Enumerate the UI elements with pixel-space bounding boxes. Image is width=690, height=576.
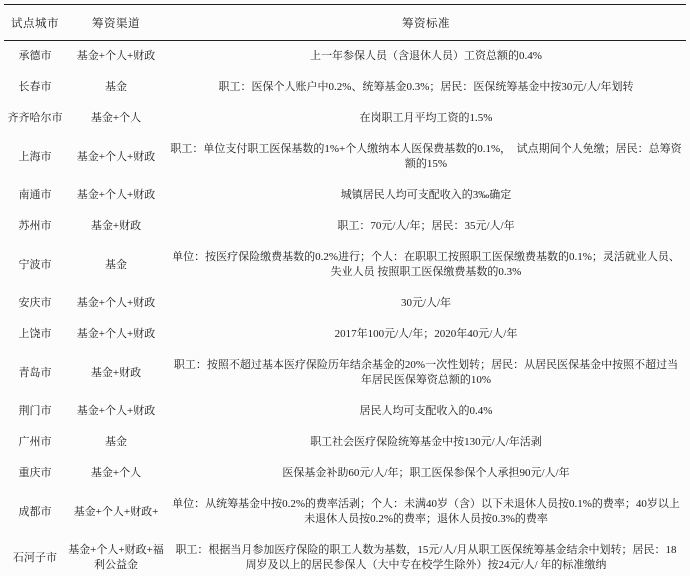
table-body bbox=[4, 41, 686, 576]
channel-cell: 基金+个人+财政+ bbox=[73, 505, 159, 518]
channel-cell: 基金 bbox=[105, 258, 127, 271]
column-header-funding-channel: 筹资渠道 bbox=[66, 5, 166, 41]
standard-cell: 单位：按医疗保险缴费基数的0.2%进行；个人：在职职工按照职工医保缴费基数的0.1%；灵活就业人员、失业人员 按照职工医保缴费基数的0.3% bbox=[172, 251, 680, 278]
standard-cell: 职工：医保个人账户中0.2%、统筹基金0.3%；居民：医保统筹基金中按30元/人/年划转 bbox=[218, 81, 634, 93]
table-row bbox=[4, 211, 686, 242]
table-row bbox=[4, 427, 686, 458]
column-header-funding-standard: 筹资标准 bbox=[166, 5, 686, 41]
table-header-row bbox=[4, 5, 686, 41]
table-row bbox=[4, 242, 686, 288]
city-cell: 重庆市 bbox=[18, 467, 52, 479]
city-cell: 南通市 bbox=[18, 189, 52, 201]
city-cell: 广州市 bbox=[18, 436, 52, 448]
city-cell: 上饶市 bbox=[18, 328, 52, 340]
table-row bbox=[4, 72, 686, 103]
standard-cell: 职工：70元/人/年；居民：35元/人/年 bbox=[337, 220, 515, 232]
column-header-pilot-city: 试点城市 bbox=[4, 5, 66, 41]
city-cell: 齐齐哈尔市 bbox=[7, 112, 63, 124]
standard-cell: 居民人均可支配收入的0.4% bbox=[359, 405, 493, 417]
standard-cell: 职工：根据当月参加医疗保险的职工人数为基数，15元/人/月从职工医保统筹基金结余中划转；居民：18周岁及以上的居民参保人（大中专在校学生除外）按24元/人/ 年的标准缴纳 bbox=[175, 544, 677, 571]
city-cell: 上海市 bbox=[18, 150, 52, 163]
table-row bbox=[4, 288, 686, 319]
city-cell: 荆门市 bbox=[18, 405, 52, 417]
channel-cell: 基金+个人+财政 bbox=[76, 189, 156, 201]
standard-cell: 上一年参保人员（含退休人员）工资总额的0.4% bbox=[310, 50, 542, 62]
table-row bbox=[4, 350, 686, 396]
standard-cell: 职工社会医疗保险统筹基金中按130元/人/年活剥 bbox=[310, 436, 542, 448]
channel-cell: 基金+个人 bbox=[90, 467, 142, 479]
channel-cell: 基金 bbox=[105, 436, 127, 448]
city-cell: 安庆市 bbox=[18, 297, 52, 309]
standard-cell: 医保基金补助60元/人/年；职工医保参保个人承担90元/人/年 bbox=[282, 467, 570, 479]
standard-cell: 城镇居民人均可支配收入的3‰确定 bbox=[340, 189, 512, 201]
channel-cell: 基金+财政 bbox=[90, 366, 142, 379]
table-row bbox=[4, 489, 686, 535]
channel-cell: 基金 bbox=[105, 81, 127, 93]
table-row bbox=[4, 134, 686, 180]
funding-standards-table bbox=[4, 4, 686, 576]
standard-cell: 在岗职工月平均工资的1.5% bbox=[359, 112, 493, 124]
channel-cell: 基金+个人+财政 bbox=[76, 297, 156, 309]
channel-cell: 基金+个人+财政+福利公益金 bbox=[68, 544, 164, 571]
standard-cell: 职工：按照不超过基本医疗保险历年结余基金的20%一次性划转；居民：从居民医保基金中按照不超过当年居民医保筹资总额的10% bbox=[173, 359, 679, 386]
city-cell: 苏州市 bbox=[18, 220, 52, 232]
channel-cell: 基金+个人+财政 bbox=[76, 405, 156, 417]
city-cell: 青岛市 bbox=[18, 366, 52, 379]
city-cell: 石河子市 bbox=[13, 551, 57, 564]
table-row bbox=[4, 319, 686, 350]
standard-cell: 职工：单位支付职工医保基数的1%+个人缴纳本人医保费基数的0.1%， 试点期间个人免缴；居民：总筹资额的15% bbox=[170, 143, 682, 170]
city-cell: 长春市 bbox=[18, 81, 52, 93]
city-cell: 宁波市 bbox=[18, 258, 52, 271]
channel-cell: 基金+财政 bbox=[90, 220, 142, 232]
table-row bbox=[4, 180, 686, 211]
table-row bbox=[4, 535, 686, 576]
table-row bbox=[4, 103, 686, 134]
channel-cell: 基金+个人+财政 bbox=[76, 150, 156, 163]
standard-cell: 2017年100元/人/年；2020年40元/人/年 bbox=[334, 328, 518, 340]
table-row bbox=[4, 41, 686, 73]
channel-cell: 基金+个人 bbox=[90, 112, 142, 124]
table-row bbox=[4, 458, 686, 489]
standard-cell: 30元/人/年 bbox=[400, 297, 452, 309]
city-cell: 承德市 bbox=[18, 50, 52, 62]
channel-cell: 基金+个人+财政 bbox=[76, 328, 156, 340]
channel-cell: 基金+个人+财政 bbox=[76, 50, 156, 62]
standard-cell: 单位：从统筹基金中按0.2%的费率活剥；个人：未满40岁（含）以下未退休人员按0.1%的费率；40岁以上未退休人员按0.2%的费率；退休人员按0.3%的费率 bbox=[172, 498, 680, 525]
table-row bbox=[4, 396, 686, 427]
city-cell: 成都市 bbox=[18, 505, 52, 518]
